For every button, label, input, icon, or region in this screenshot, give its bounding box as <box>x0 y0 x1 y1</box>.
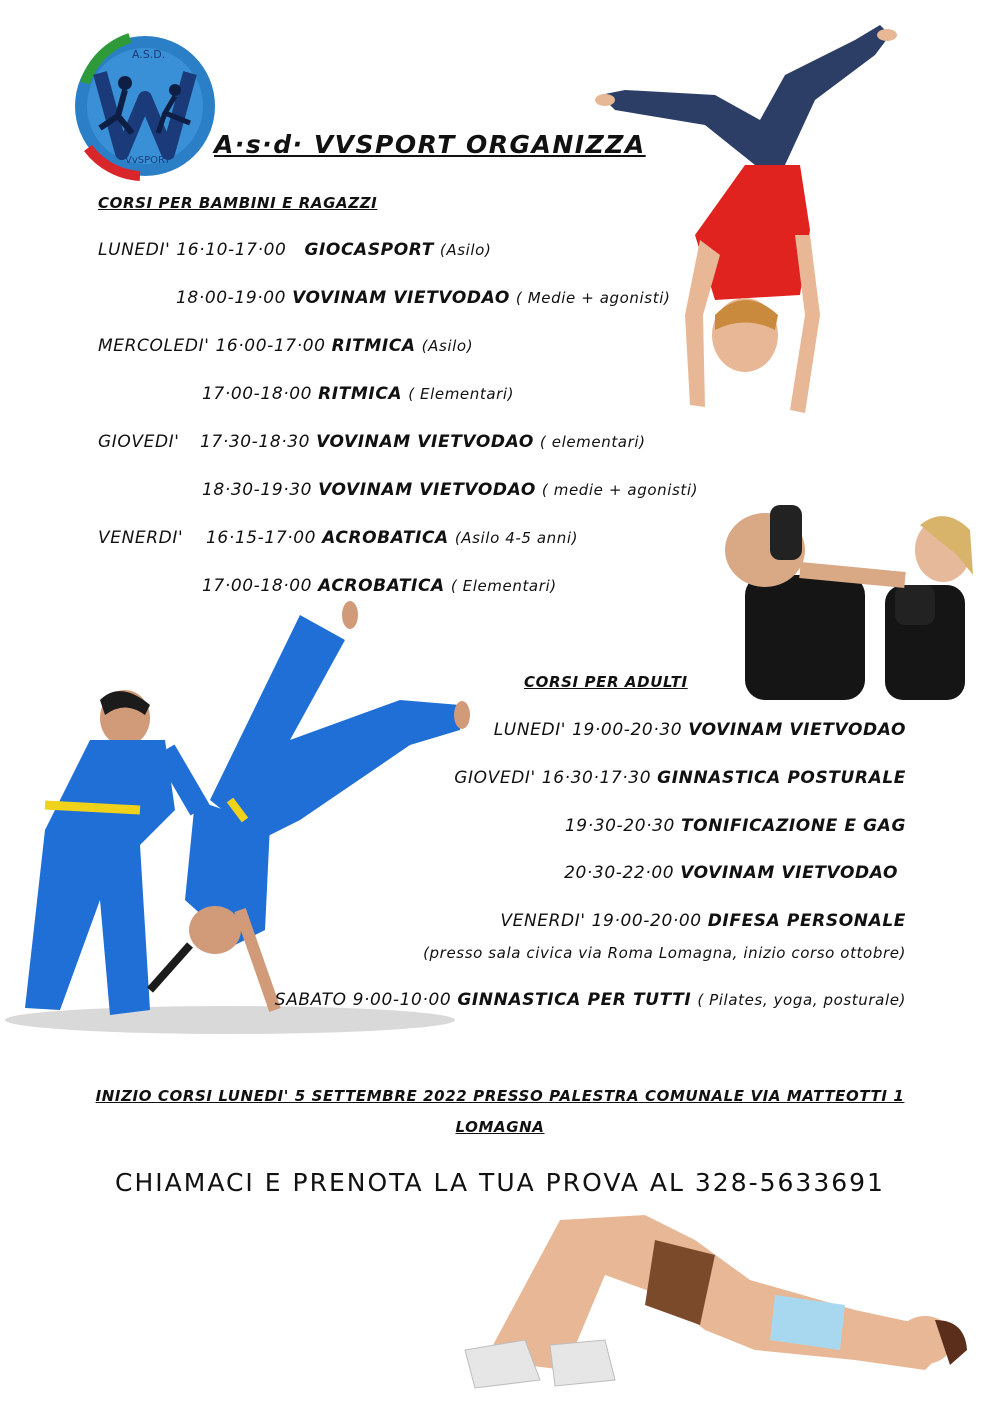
adult-row-note <box>423 944 906 962</box>
cartwheel-boy-image <box>585 15 915 425</box>
row-course: RITMICA <box>331 336 416 356</box>
call-to-action: CHIAMACI E PRENOTA LA TUA PROVA AL 328-5633691 <box>115 1168 885 1197</box>
row-course: GIOCASPORT <box>304 240 434 260</box>
logo-top-text: A.S.D. <box>132 48 166 61</box>
children-row <box>206 528 578 548</box>
start-location-line: LOMAGNA <box>455 1118 545 1136</box>
row-note: ( Elementari) <box>450 577 557 595</box>
row-course: VOVINAM VIETVODAO <box>316 432 534 452</box>
children-row <box>202 384 514 404</box>
adult-row <box>565 816 906 836</box>
logo-bottom-text: VvSPORT <box>125 155 171 166</box>
children-courses-heading: CORSI PER BAMBINI E RAGAZZI <box>98 194 378 212</box>
adult-row <box>564 863 898 883</box>
row-time: SABATO 9·00-10·00 <box>274 990 452 1010</box>
row-course: RITMICA <box>318 384 403 404</box>
children-row <box>200 432 646 452</box>
vovinam-fighters-image <box>0 600 480 1040</box>
children-row <box>202 576 557 596</box>
adult-courses-heading: CORSI PER ADULTI <box>524 673 688 691</box>
start-date-line: INIZIO CORSI LUNEDI' 5 SETTEMBRE 2022 PRESSO PALESTRA COMUNALE VIA MATTEOTTI 1 <box>95 1087 905 1105</box>
row-time: 18·30-19·30 <box>202 480 313 500</box>
row-course: GINNASTICA POSTURALE <box>657 768 906 788</box>
row-day: VENERDI' <box>98 528 184 548</box>
row-note: ( elementari) <box>539 433 646 451</box>
row-time: 19·30-20·30 <box>564 816 675 836</box>
row-time: 16·15-17·00 <box>206 528 317 548</box>
row-time: 17·30-18·30 <box>200 432 311 452</box>
row-note: (Asilo 4-5 anni) <box>454 529 579 547</box>
row-note: ( Pilates, yoga, posturale) <box>697 991 906 1009</box>
adult-row <box>454 768 906 788</box>
row-course: VOVINAM VIETVODAO <box>292 288 510 308</box>
row-note: ( Elementari) <box>408 385 515 403</box>
row-course: GINNASTICA PER TUTTI <box>457 990 692 1010</box>
row-note: (Asilo) <box>421 337 474 355</box>
children-row <box>98 240 491 260</box>
row-time: 18·00-19·00 <box>176 288 287 308</box>
row-time: MERCOLEDI' 16·00-17·00 <box>98 336 326 356</box>
row-time: 20·30-22·00 <box>564 863 675 883</box>
club-logo <box>70 28 220 183</box>
children-row <box>202 480 698 500</box>
row-note: (presso sala civica via Roma Lomagna, inizio corso ottobre) <box>423 944 906 962</box>
adult-row <box>500 911 906 931</box>
row-time: LUNEDI' 16·10-17·00 <box>98 240 287 260</box>
row-note: (Asilo) <box>439 241 492 259</box>
fitness-woman-image <box>455 1200 975 1410</box>
self-defense-image <box>705 495 980 700</box>
row-course: DIFESA PERSONALE <box>707 911 906 931</box>
adult-row <box>275 990 906 1010</box>
row-course: TONIFICAZIONE E GAG <box>680 816 906 836</box>
row-day: GIOVEDI' <box>98 432 180 452</box>
row-course: VOVINAM VIETVODAO <box>680 863 898 883</box>
row-note: ( Medie + agonisti) <box>515 289 671 307</box>
adult-row <box>494 720 906 740</box>
poster-title: A·s·d· VVSPORT ORGANIZZA <box>214 130 646 159</box>
children-row <box>98 336 473 356</box>
row-time: VENERDI' 19·00-20·00 <box>500 911 702 931</box>
row-time: LUNEDI' 19·00-20·30 <box>493 720 683 740</box>
row-time: 17·00-18·00 <box>202 384 313 404</box>
row-course: ACROBATICA <box>318 576 445 596</box>
row-note: ( medie + agonisti) <box>541 481 699 499</box>
row-course: ACROBATICA <box>322 528 449 548</box>
row-time: 17·00-18·00 <box>202 576 313 596</box>
children-row <box>98 528 183 548</box>
row-time: GIOVEDI' 16·30·17·30 <box>454 768 652 788</box>
children-row <box>98 432 180 452</box>
row-course: VOVINAM VIETVODAO <box>688 720 906 740</box>
children-row <box>176 288 670 308</box>
row-course: VOVINAM VIETVODAO <box>318 480 536 500</box>
